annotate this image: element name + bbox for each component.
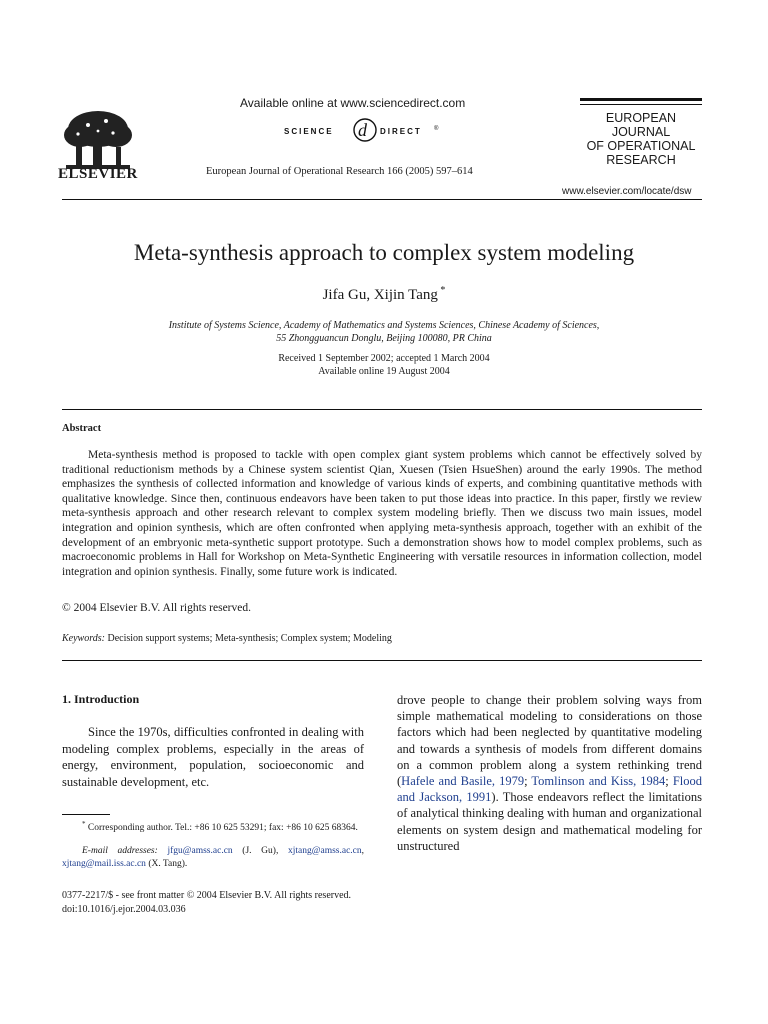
email-sep: (J. Gu), — [232, 846, 288, 856]
affiliation: Institute of Systems Science, Academy of Mathematics and Systems Sciences, Chinese Academy of Sciences, 55 Zhongguancun Donglu, Beijing 100080, PR China — [168, 320, 600, 344]
reference-link-flood[interactable]: Flood and Jackson, 1991 — [397, 774, 702, 805]
keywords-label: Keywords: — [62, 633, 105, 644]
footnote-emails — [62, 845, 364, 871]
body-divider — [62, 660, 702, 661]
header-divider — [62, 199, 702, 200]
sciencedirect-logo — [284, 116, 444, 144]
email-link-gu[interactable]: jfgu@amss.ac.cn — [167, 846, 233, 856]
article-dates: Received 1 September 2002; accepted 1 March 2004 Available online 19 August 2004 — [278, 353, 490, 377]
email-sep: , — [361, 846, 365, 856]
abstract-copyright: © 2004 Elsevier B.V. All rights reserved. — [62, 602, 251, 614]
abstract-heading: Abstract — [62, 423, 102, 434]
issn-line: 0377-2217/$ - see front matter © 2004 Elsevier B.V. All rights reserved. — [62, 890, 352, 901]
intro-paragraph-right — [397, 692, 702, 854]
doi-link[interactable]: doi:10.1016/j.ejor.2004.03.036 — [62, 904, 186, 915]
intro-paragraph-left: Since the 1970s, difficulties confronted in dealing with modeling complex problems, especially in the areas of energy, environment, population, socioeconomic and sustainable development, etc. — [62, 725, 364, 789]
section-heading: 1. Introduction — [62, 692, 140, 706]
abstract-text: Meta-synthesis method is proposed to tackle with open complex giant system problems which cannot be effectively solved by traditional reductionism methods by a Chinese system scientist Qian, Xuesen (Tsien HsueShen) around the early 1990s. The method emphasizes the synthesis of collected information and knowledge of various kinds of experts, and combining quantitative methods with qualitative knowledge. Since then, continuous endeavors have been taken to put those ideas into practice. In this paper, firstly we review meta-synthesis approach and other research relevant to complex system modeling briefly. Then we discuss two main issues, model integration and opinion synthesis, which are often confronted when applying meta-synthesis approach, together with an exhibit of the development of an embryonic meta-synthetic support prototype. Such a demonstration shows how to model complex problems, such as macroeconomic problems in Hall for Workshop on Meta-Synthetic Engineering with versatile resources in information collection, model integration and opinion synthesis. Finally, some future work is indicated. — [62, 449, 702, 578]
reference-link-hafele[interactable]: Hafele and Basile, 1979 — [401, 774, 525, 789]
footnote-mark: * — [82, 820, 86, 828]
authors — [0, 285, 768, 304]
reference-separator: ; — [524, 774, 532, 789]
right-text-1: drove people to change their problem solving ways from simple mathematical modeling to considerations on those factors which had been neglected by quantitative modeling and towards a synthesis of models from different domains on a common problem along a system rethinking trend ( — [397, 693, 702, 789]
footnote-rule — [62, 814, 110, 815]
email-link-tang-amss[interactable]: xjtang@amss.ac.cn — [287, 846, 362, 856]
sd-mark: ® — [434, 126, 439, 132]
email-link-tang-iss[interactable]: xjtang@mail.iss.ac.cn — [62, 859, 146, 869]
keywords — [62, 633, 392, 644]
journal-citation: European Journal of Operational Research 166 (2005) 597–614 — [206, 166, 473, 177]
available-online-text: Available online at www.sciencedirect.com — [240, 96, 466, 110]
masthead-rule — [580, 98, 702, 101]
keywords-list: Decision support systems; Meta-synthesis; Complex system; Modeling — [104, 633, 392, 644]
corresponding-author-mark[interactable]: * — [437, 285, 446, 296]
reference-link-tomlinson[interactable]: Tomlinson and Kiss, 1984 — [531, 774, 666, 789]
sd-right-text: DIRECT — [380, 127, 422, 136]
journal-url-link[interactable]: www.elsevier.com/locate/dsw — [562, 186, 692, 197]
journal-masthead — [580, 98, 702, 167]
masthead-rule — [580, 104, 702, 105]
email-label: E-mail addresses: — [82, 846, 158, 856]
footnote-1-text: Corresponding author. Tel.: +86 10 625 53291; fax: +86 10 625 68364. — [85, 823, 358, 834]
author-names: Jifa Gu, Xijin Tang — [322, 287, 438, 303]
article-title: Meta-synthesis approach to complex system modeling — [133, 240, 635, 265]
sd-left-text: SCIENCE — [284, 127, 334, 136]
reference-separator: ; — [665, 774, 673, 789]
email-end: (X. Tang). — [145, 859, 188, 869]
publisher-name: ELSEVIER — [58, 166, 138, 182]
journal-title: EUROPEAN JOURNAL OF OPERATIONAL RESEARCH — [586, 111, 696, 167]
right-text-2: ). Those endeavors reflect the limitations of analytical thinking dealing with human and organizational elements on system design and mathematical modeling for unstructured — [397, 790, 702, 853]
svg-text:d: d — [358, 120, 367, 140]
abstract-divider — [62, 409, 702, 410]
footnote-corresponding-author — [62, 818, 364, 835]
